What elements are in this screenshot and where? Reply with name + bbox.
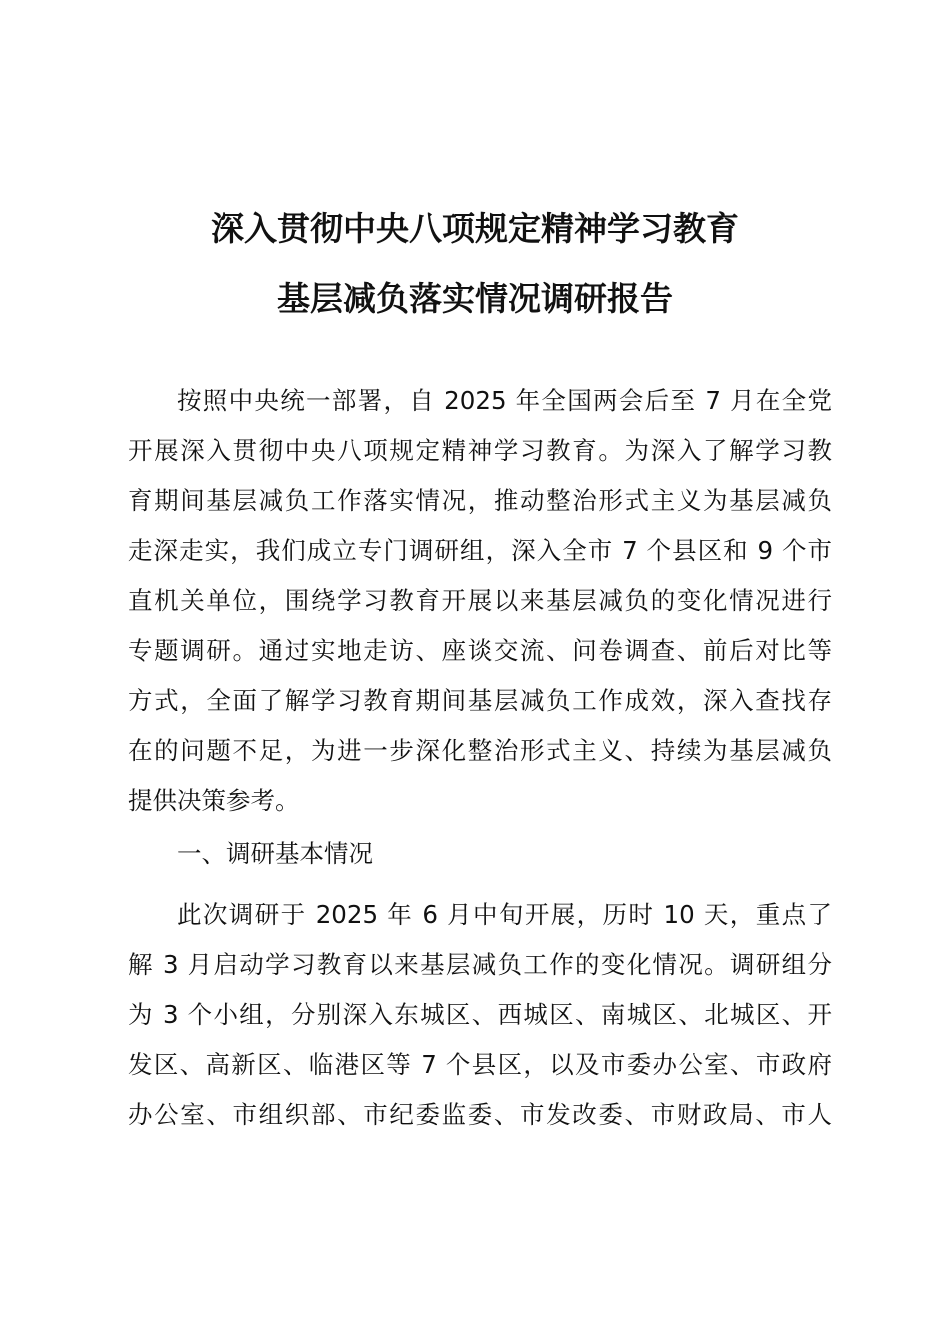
intro-line: 提供决策参考。 [128, 786, 300, 815]
intro-line: 方式，全面了解学习教育期间基层减负工作成效，深入查找存 [128, 686, 832, 715]
section-heading-text: 一、调研基本情况 [177, 839, 373, 868]
intro-line: 直机关单位，围绕学习教育开展以来基层减负的变化情况进行 [128, 586, 832, 615]
section-1-line: 办公室、市组织部、市纪委监委、市发改委、市财政局、市人 [128, 1100, 832, 1129]
intro-line: 走深走实，我们成立专门调研组，深入全市 7 个县区和 9 个市 [128, 536, 832, 565]
section-heading [128, 829, 832, 879]
intro-line: 在的问题不足，为进一步深化整治形式主义、持续为基层减负 [128, 736, 832, 765]
document-title-line-2: 基层减负落实情况调研报告 [277, 279, 673, 318]
intro-line: 育期间基层减负工作落实情况，推动整治形式主义为基层减负 [128, 486, 832, 515]
section-1-line: 为 3 个小组，分别深入东城区、西城区、南城区、北城区、开 [128, 1000, 832, 1029]
intro-line: 开展深入贯彻中央八项规定精神学习教育。为深入了解学习教 [128, 436, 832, 465]
intro-line: 专题调研。通过实地走访、座谈交流、问卷调查、前后对比等 [128, 636, 832, 665]
section-1-line: 发区、高新区、临港区等 7 个县区，以及市委办公室、市政府 [128, 1050, 832, 1079]
intro-paragraph [128, 376, 832, 826]
section-1-line: 此次调研于 2025 年 6 月中旬开展，历时 10 天，重点了 [177, 900, 832, 929]
document-title-line-1: 深入贯彻中央八项规定精神学习教育 [211, 209, 739, 248]
section-1-line: 解 3 月启动学习教育以来基层减负工作的变化情况。调研组分 [128, 950, 832, 979]
intro-line: 按照中央统一部署，自 2025 年全国两会后至 7 月在全党 [177, 386, 832, 415]
section-1-paragraph [128, 890, 832, 1140]
